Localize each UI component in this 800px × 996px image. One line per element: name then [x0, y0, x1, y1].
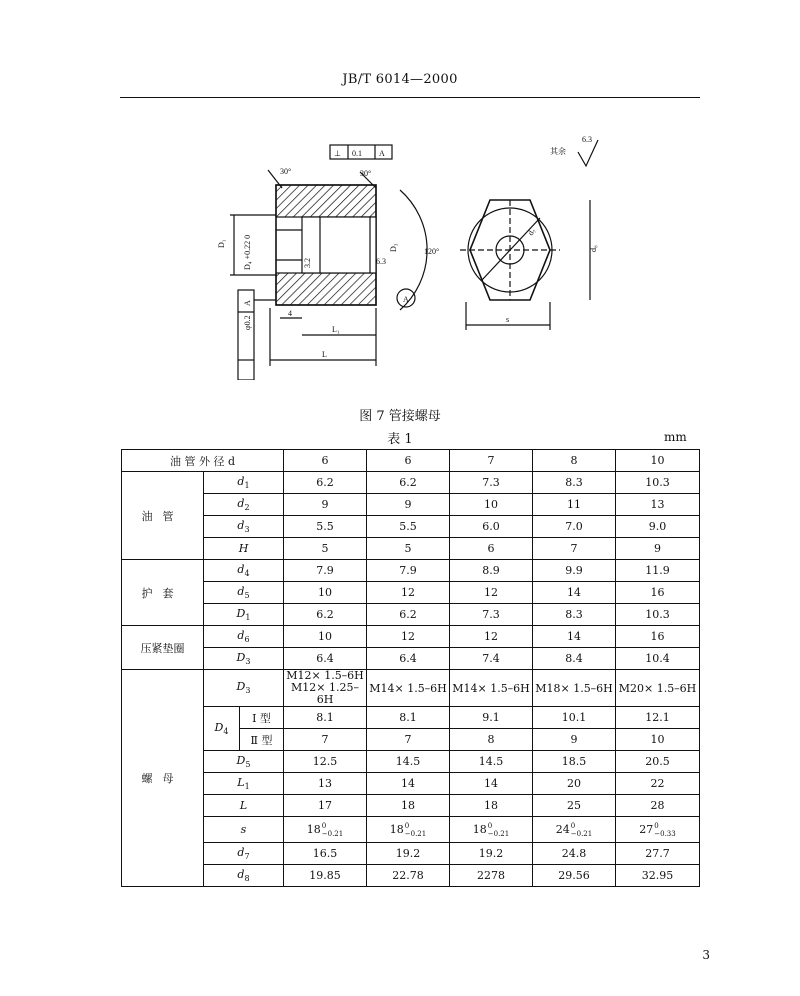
table-cell: 7	[284, 729, 367, 751]
header-rule	[120, 97, 700, 98]
roughness-label: 3.2	[303, 258, 312, 268]
document-header: JB/T 6014—2000	[342, 72, 458, 87]
table-cell: Ⅱ 型	[240, 729, 284, 751]
table-cell: 32.95	[616, 865, 700, 887]
table-cell: 13	[616, 494, 700, 516]
table-cell: 8	[450, 729, 533, 751]
table-cell: 25	[533, 795, 616, 817]
roughness-rest-value: 6.3	[582, 135, 592, 144]
cell: 8	[533, 450, 616, 472]
table-cell: 8.1	[284, 707, 367, 729]
table-row	[122, 648, 700, 670]
table-cell: 13	[284, 773, 367, 795]
tol-cell: 180 −0.21	[367, 817, 450, 843]
table-cell: 14	[367, 773, 450, 795]
table-cell: 5	[367, 538, 450, 560]
table-cell: $d_8$	[204, 865, 284, 887]
table-row	[122, 751, 700, 773]
tol-cell: 240 −0.21	[533, 817, 616, 843]
table-cell: 6	[450, 538, 533, 560]
table-cell: 12	[450, 582, 533, 604]
table-cell: L	[204, 795, 284, 817]
table-cell: 16	[616, 626, 700, 648]
table-cell: 22	[616, 773, 700, 795]
page-number: 3	[702, 948, 710, 962]
table-cell: 10	[284, 582, 367, 604]
table-row	[122, 670, 700, 707]
dim-s-label: s	[506, 315, 510, 324]
table-cell: 10.1	[533, 707, 616, 729]
table-cell: 29.56	[533, 865, 616, 887]
datum-a-label: A	[403, 295, 409, 304]
group-sleeve: 护套	[122, 560, 204, 626]
table-cell: 12.1	[616, 707, 700, 729]
tolerance-datum: A	[379, 149, 385, 158]
sym: d	[237, 474, 245, 488]
table-cell: s	[204, 817, 284, 843]
table-cell: 6.2	[367, 472, 450, 494]
table-cell: $D_3$	[204, 670, 284, 707]
table-cell: 7.0	[533, 516, 616, 538]
dim-d7-label: d₇	[525, 226, 538, 237]
dim-4-label: 4	[288, 309, 292, 318]
table-cell: $d_2$	[204, 494, 284, 516]
group-tube: 油管	[122, 472, 204, 560]
table-cell: 9.9	[533, 560, 616, 582]
table-cell: 9	[284, 494, 367, 516]
table-cell: 7	[367, 729, 450, 751]
dim-d4-label: D₄ +0.22 0	[243, 234, 252, 270]
table-cell: 14	[533, 582, 616, 604]
table-cell: 11	[533, 494, 616, 516]
table-cell: 28	[616, 795, 700, 817]
table-cell: 14.5	[450, 751, 533, 773]
angle-label-b: 30°	[360, 169, 372, 178]
table-cell: 2278	[450, 865, 533, 887]
table-cell: 16.5	[284, 843, 367, 865]
table-row	[122, 494, 700, 516]
figure-caption: 图 7 管接螺母	[359, 409, 441, 424]
table-cell: 10	[616, 729, 700, 751]
datum-a-frame-label: A	[243, 300, 252, 306]
table-cell: $d_4$	[204, 560, 284, 582]
table-cell: 6.0	[450, 516, 533, 538]
tolerance-value: 0.1	[352, 149, 362, 158]
table-cell: $D_5$	[204, 751, 284, 773]
table-cell: M18× 1.5–6H	[533, 670, 616, 707]
table-cell: 12	[367, 626, 450, 648]
dim-l1-label: L₁	[332, 325, 340, 334]
table-cell: 7.9	[284, 560, 367, 582]
table-cell: 20.5	[616, 751, 700, 773]
table-cell: 11.9	[616, 560, 700, 582]
table-row	[122, 773, 700, 795]
table-cell: 7.3	[450, 472, 533, 494]
table-cell: 9	[367, 494, 450, 516]
table-cell: 8.3	[533, 604, 616, 626]
table-row	[122, 707, 700, 729]
table-cell: $d_3$	[204, 516, 284, 538]
table-row	[122, 516, 700, 538]
table-cell: M20× 1.5–6H	[616, 670, 700, 707]
table-cell: 12	[367, 582, 450, 604]
table-cell: 7.9	[367, 560, 450, 582]
table-cell: $L_1$	[204, 773, 284, 795]
table-cell: Ⅰ 型	[240, 707, 284, 729]
table-cell: 5.5	[284, 516, 367, 538]
tol-cell: 180 −0.21	[450, 817, 533, 843]
table-cell: 6.2	[284, 604, 367, 626]
table-cell: 24.8	[533, 843, 616, 865]
angle-label-a: 30°	[280, 167, 292, 176]
table-cell: 6.4	[284, 648, 367, 670]
roughness-rest-label: 其余	[550, 147, 566, 156]
table-cell: 17	[284, 795, 367, 817]
tol-cell: 270 −0.33	[616, 817, 700, 843]
table-cell: 8.4	[533, 648, 616, 670]
table-row	[122, 604, 700, 626]
table-cell: H	[204, 538, 284, 560]
perpendicularity-symbol: ⊥	[334, 149, 341, 158]
table-cell: 9.1	[450, 707, 533, 729]
table-row	[122, 865, 700, 887]
table-cell: $d_7$	[204, 843, 284, 865]
table-cell: $D_4$	[204, 707, 240, 751]
table-caption: 表 1	[387, 432, 413, 447]
table-cell: $D_1$	[204, 604, 284, 626]
table-cell: M14× 1.5–6H	[450, 670, 533, 707]
table-cell: 10	[284, 626, 367, 648]
table-cell: 27.7	[616, 843, 700, 865]
table-row	[122, 795, 700, 817]
angle-label-c: 120°	[424, 247, 440, 256]
table-cell: M12× 1.5–6H M12× 1.25–6H	[284, 670, 367, 707]
cell: 10	[616, 450, 700, 472]
table-cell: $d_5$	[204, 582, 284, 604]
table-cell: 6.2	[367, 604, 450, 626]
table-cell: 20	[533, 773, 616, 795]
table-cell: 18	[367, 795, 450, 817]
table-row	[122, 626, 700, 648]
dim-d8-label: d₈	[589, 245, 598, 252]
table-cell: 9.0	[616, 516, 700, 538]
table-cell: 8.9	[450, 560, 533, 582]
table-cell: 14	[533, 626, 616, 648]
table-row	[122, 843, 700, 865]
table-cell: M14× 1.5–6H	[367, 670, 450, 707]
table-cell: 7.4	[450, 648, 533, 670]
table-cell: 9	[533, 729, 616, 751]
cell: 6	[284, 450, 367, 472]
group-nut: 螺母	[122, 670, 204, 887]
table-cell: 16	[616, 582, 700, 604]
pipe-nut-dimensions-table	[121, 449, 700, 887]
table-cell: 8.3	[533, 472, 616, 494]
table-cell: 12	[450, 626, 533, 648]
table-cell: 19.2	[367, 843, 450, 865]
dim-l-label: L	[322, 350, 327, 359]
table-cell: 12.5	[284, 751, 367, 773]
pipe-nut-drawing	[210, 130, 630, 380]
cell: 6	[367, 450, 450, 472]
table-cell: 19.85	[284, 865, 367, 887]
roughness-inner-label: 6.3	[376, 257, 386, 266]
table-row	[122, 560, 700, 582]
table-cell: 8.1	[367, 707, 450, 729]
table-cell: 14.5	[367, 751, 450, 773]
table-row	[122, 538, 700, 560]
table-cell: 6.4	[367, 648, 450, 670]
table-cell: 10.4	[616, 648, 700, 670]
table-row	[122, 472, 700, 494]
dim-d3-label: D₃	[389, 243, 398, 252]
tol-cell: 180 −0.21	[284, 817, 367, 843]
table-cell: 5	[284, 538, 367, 560]
table-cell: 22.78	[367, 865, 450, 887]
table-cell: 19.2	[450, 843, 533, 865]
table-cell: 6.2	[284, 472, 367, 494]
group-gasket: 压紧垫圈	[122, 626, 204, 670]
table-cell: $d_1$	[204, 472, 284, 494]
table-cell: 7.3	[450, 604, 533, 626]
table-cell: 18.5	[533, 751, 616, 773]
table-cell: 10.3	[616, 472, 700, 494]
table-cell: $D_3$	[204, 648, 284, 670]
table-cell: 5.5	[367, 516, 450, 538]
cell: 7	[450, 450, 533, 472]
table-cell: 14	[450, 773, 533, 795]
table-cell: 10	[450, 494, 533, 516]
header-label: 油 管 外 径 d	[122, 450, 284, 472]
table-cell: 10.3	[616, 604, 700, 626]
dim-d1-label: D₁	[217, 239, 226, 248]
table-cell: 18	[450, 795, 533, 817]
table-row	[122, 582, 700, 604]
table-row	[122, 817, 700, 843]
table-header-row	[122, 450, 700, 472]
position-tolerance-label: φ0.2	[243, 315, 252, 330]
table-cell: 9	[616, 538, 700, 560]
table-cell: 7	[533, 538, 616, 560]
unit-label: mm	[664, 430, 687, 444]
table-cell: $d_6$	[204, 626, 284, 648]
